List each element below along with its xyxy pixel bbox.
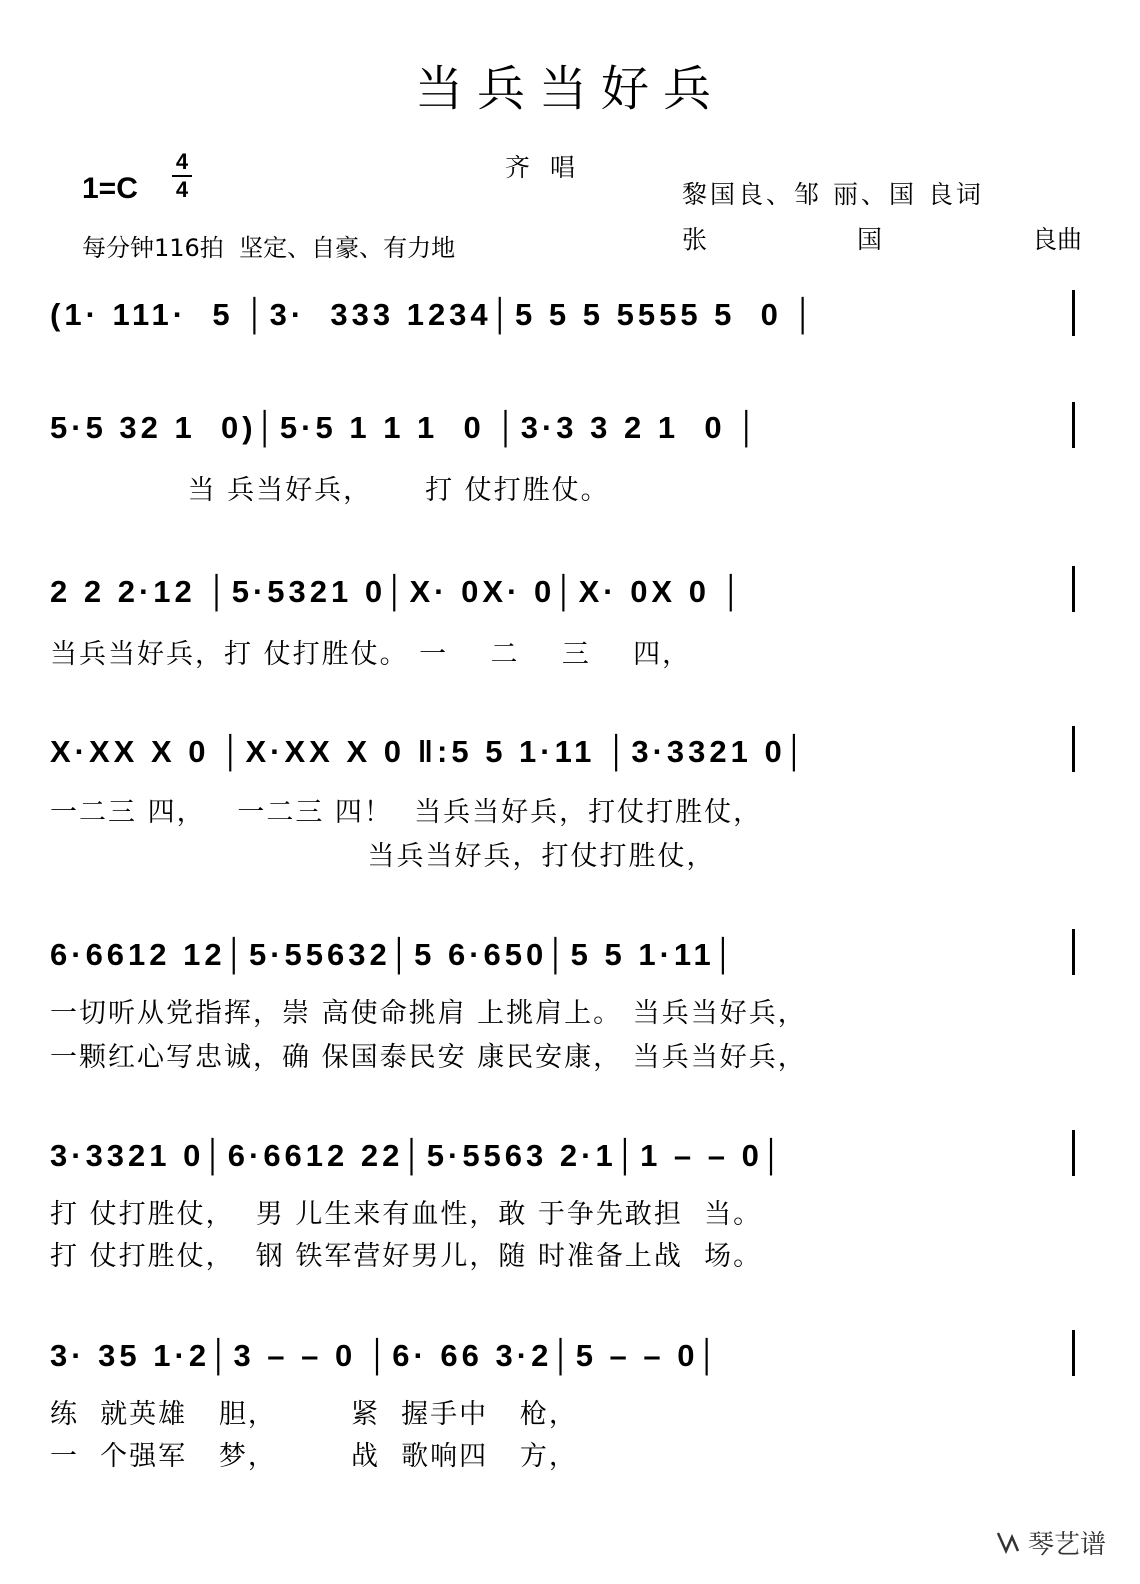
watermark-text: 琴艺谱 [1027,1530,1106,1560]
notation-line: (1· 111· 5 │3· 333 1234│5 5 5 5555 5 0 │ [50,297,818,332]
composer-part: 国 [857,225,883,254]
lyric-line: 当 兵当好兵， 打 仗打胜仗。 [50,475,610,506]
composer-part: 良曲 [1032,225,1083,254]
lyric-line: 打 仗打胜仗， 男 儿生来有血性，敢 于争先敢担 当。 [50,1199,763,1230]
lyricist-credit: 黎国良、邹 丽、国 良词 [682,180,984,209]
barline [1072,566,1075,612]
key-signature: 1=C [82,172,138,205]
notation-line: 5·5 32 1 0)│5·5 1 1 1 0 │3·3 3 2 1 0 │ [50,410,762,445]
lyric-line: 一二三 四， 一二三 四！ 当兵当好兵，打仗打胜仗， [50,797,763,828]
notation-line: X·XX X 0 │X·XX X 0 ‖:5 5 1·11 │3·3321 0│ [50,734,810,769]
lyric-line: 当兵当好兵，打 仗打胜仗。 一 二 三 四， [50,639,692,670]
lyric-line: 一颗红心写忠诚，确 保国泰民安 康民安康， 当兵当好兵， [50,1042,807,1073]
song-title: 当兵当好兵 [414,61,725,117]
barline [1072,1330,1075,1376]
notation-line: 3·3321 0│6·6612 22│5·5563 2·1│1 – – 0│ [50,1138,787,1173]
barline [1072,1130,1075,1176]
notation-line: 6·6612 12│5·55632│5 6·650│5 5 1·11│ [50,937,739,972]
lyric-line: 打 仗打胜仗， 钢 铁军营好男儿，随 时准备上战 场。 [50,1241,763,1272]
watermark [996,1524,1106,1562]
performance-mode: 齐唱 [505,153,596,182]
lyric-line: 一切听从党指挥，崇 高使命挑肩 上挑肩上。 当兵当好兵， [50,998,807,1029]
lyric-line: 当兵当好兵，打仗打胜仗， [50,841,716,872]
tempo-marking: 每分钟116拍 坚定、自豪、有力地 [82,234,456,262]
notation-line: 3· 35 1·2│3 – – 0 │6· 66 3·2│5 – – 0│ [50,1338,722,1373]
barline [1072,290,1075,336]
logo-icon [996,1529,1024,1562]
notation-line: 2 2 2·12 │5·5321 0│X· 0X· 0│X· 0X 0 │ [50,574,746,609]
barline [1072,726,1075,772]
lyric-line: 一 个强军 梦， 战 歌响四 方， [50,1441,578,1472]
time-signature-bottom: 4 [175,177,189,202]
barline [1072,402,1075,448]
barline [1072,929,1075,975]
composer-part: 张 [682,225,708,254]
lyric-line: 练 就英雄 胆， 紧 握手中 枪， [50,1399,578,1430]
time-signature [172,150,192,202]
composer-credit [682,220,1082,256]
time-signature-top: 4 [175,149,189,174]
